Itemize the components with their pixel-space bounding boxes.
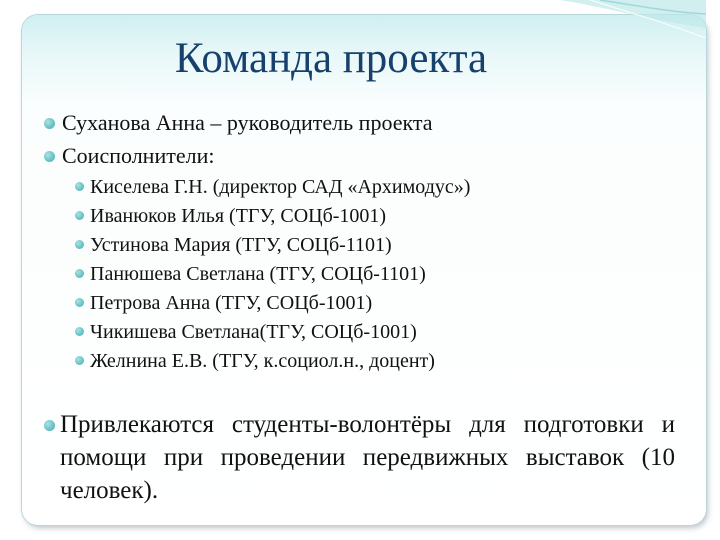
coexecutors-label: Соисполнители: xyxy=(62,143,215,168)
leader-item: Суханова Анна – руководитель проекта xyxy=(62,110,433,135)
bullet-icon xyxy=(75,182,84,191)
coexecutor-item: Иванюков Илья (ТГУ, СОЦб-1001) xyxy=(90,205,387,227)
coexecutor-item: Петрова Анна (ТГУ, СОЦб-1001) xyxy=(90,292,373,314)
slide-title: Команда проекта xyxy=(174,35,488,82)
coexecutor-item: Устинова Мария (ТГУ, СОЦб-1101) xyxy=(90,234,392,256)
bullet-icon xyxy=(44,118,55,129)
volunteers-item: Привлекаются студенты-волонтёры для подготовки и помощи при проведении передвижных выставок (10 человек). xyxy=(60,411,675,504)
coexecutor-item: Киселева Г.Н. (директор САД «Архимодус») xyxy=(90,176,471,198)
coexecutor-item: Желнина Е.В. (ТГУ, к.социол.н., доцент) xyxy=(90,350,435,372)
bullet-icon xyxy=(75,356,84,365)
bullet-icon xyxy=(75,327,84,336)
bullet-icon xyxy=(44,151,55,162)
bullet-icon xyxy=(75,298,84,307)
bullet-icon xyxy=(75,269,84,278)
bullet-icon xyxy=(75,211,84,220)
bullet-icon xyxy=(44,420,55,431)
coexecutor-item: Чикишева Светлана(ТГУ, СОЦб-1001) xyxy=(90,321,417,343)
coexecutor-item: Панюшева Светлана (ТГУ, СОЦб-1101) xyxy=(90,263,426,285)
bullet-icon xyxy=(75,240,84,249)
